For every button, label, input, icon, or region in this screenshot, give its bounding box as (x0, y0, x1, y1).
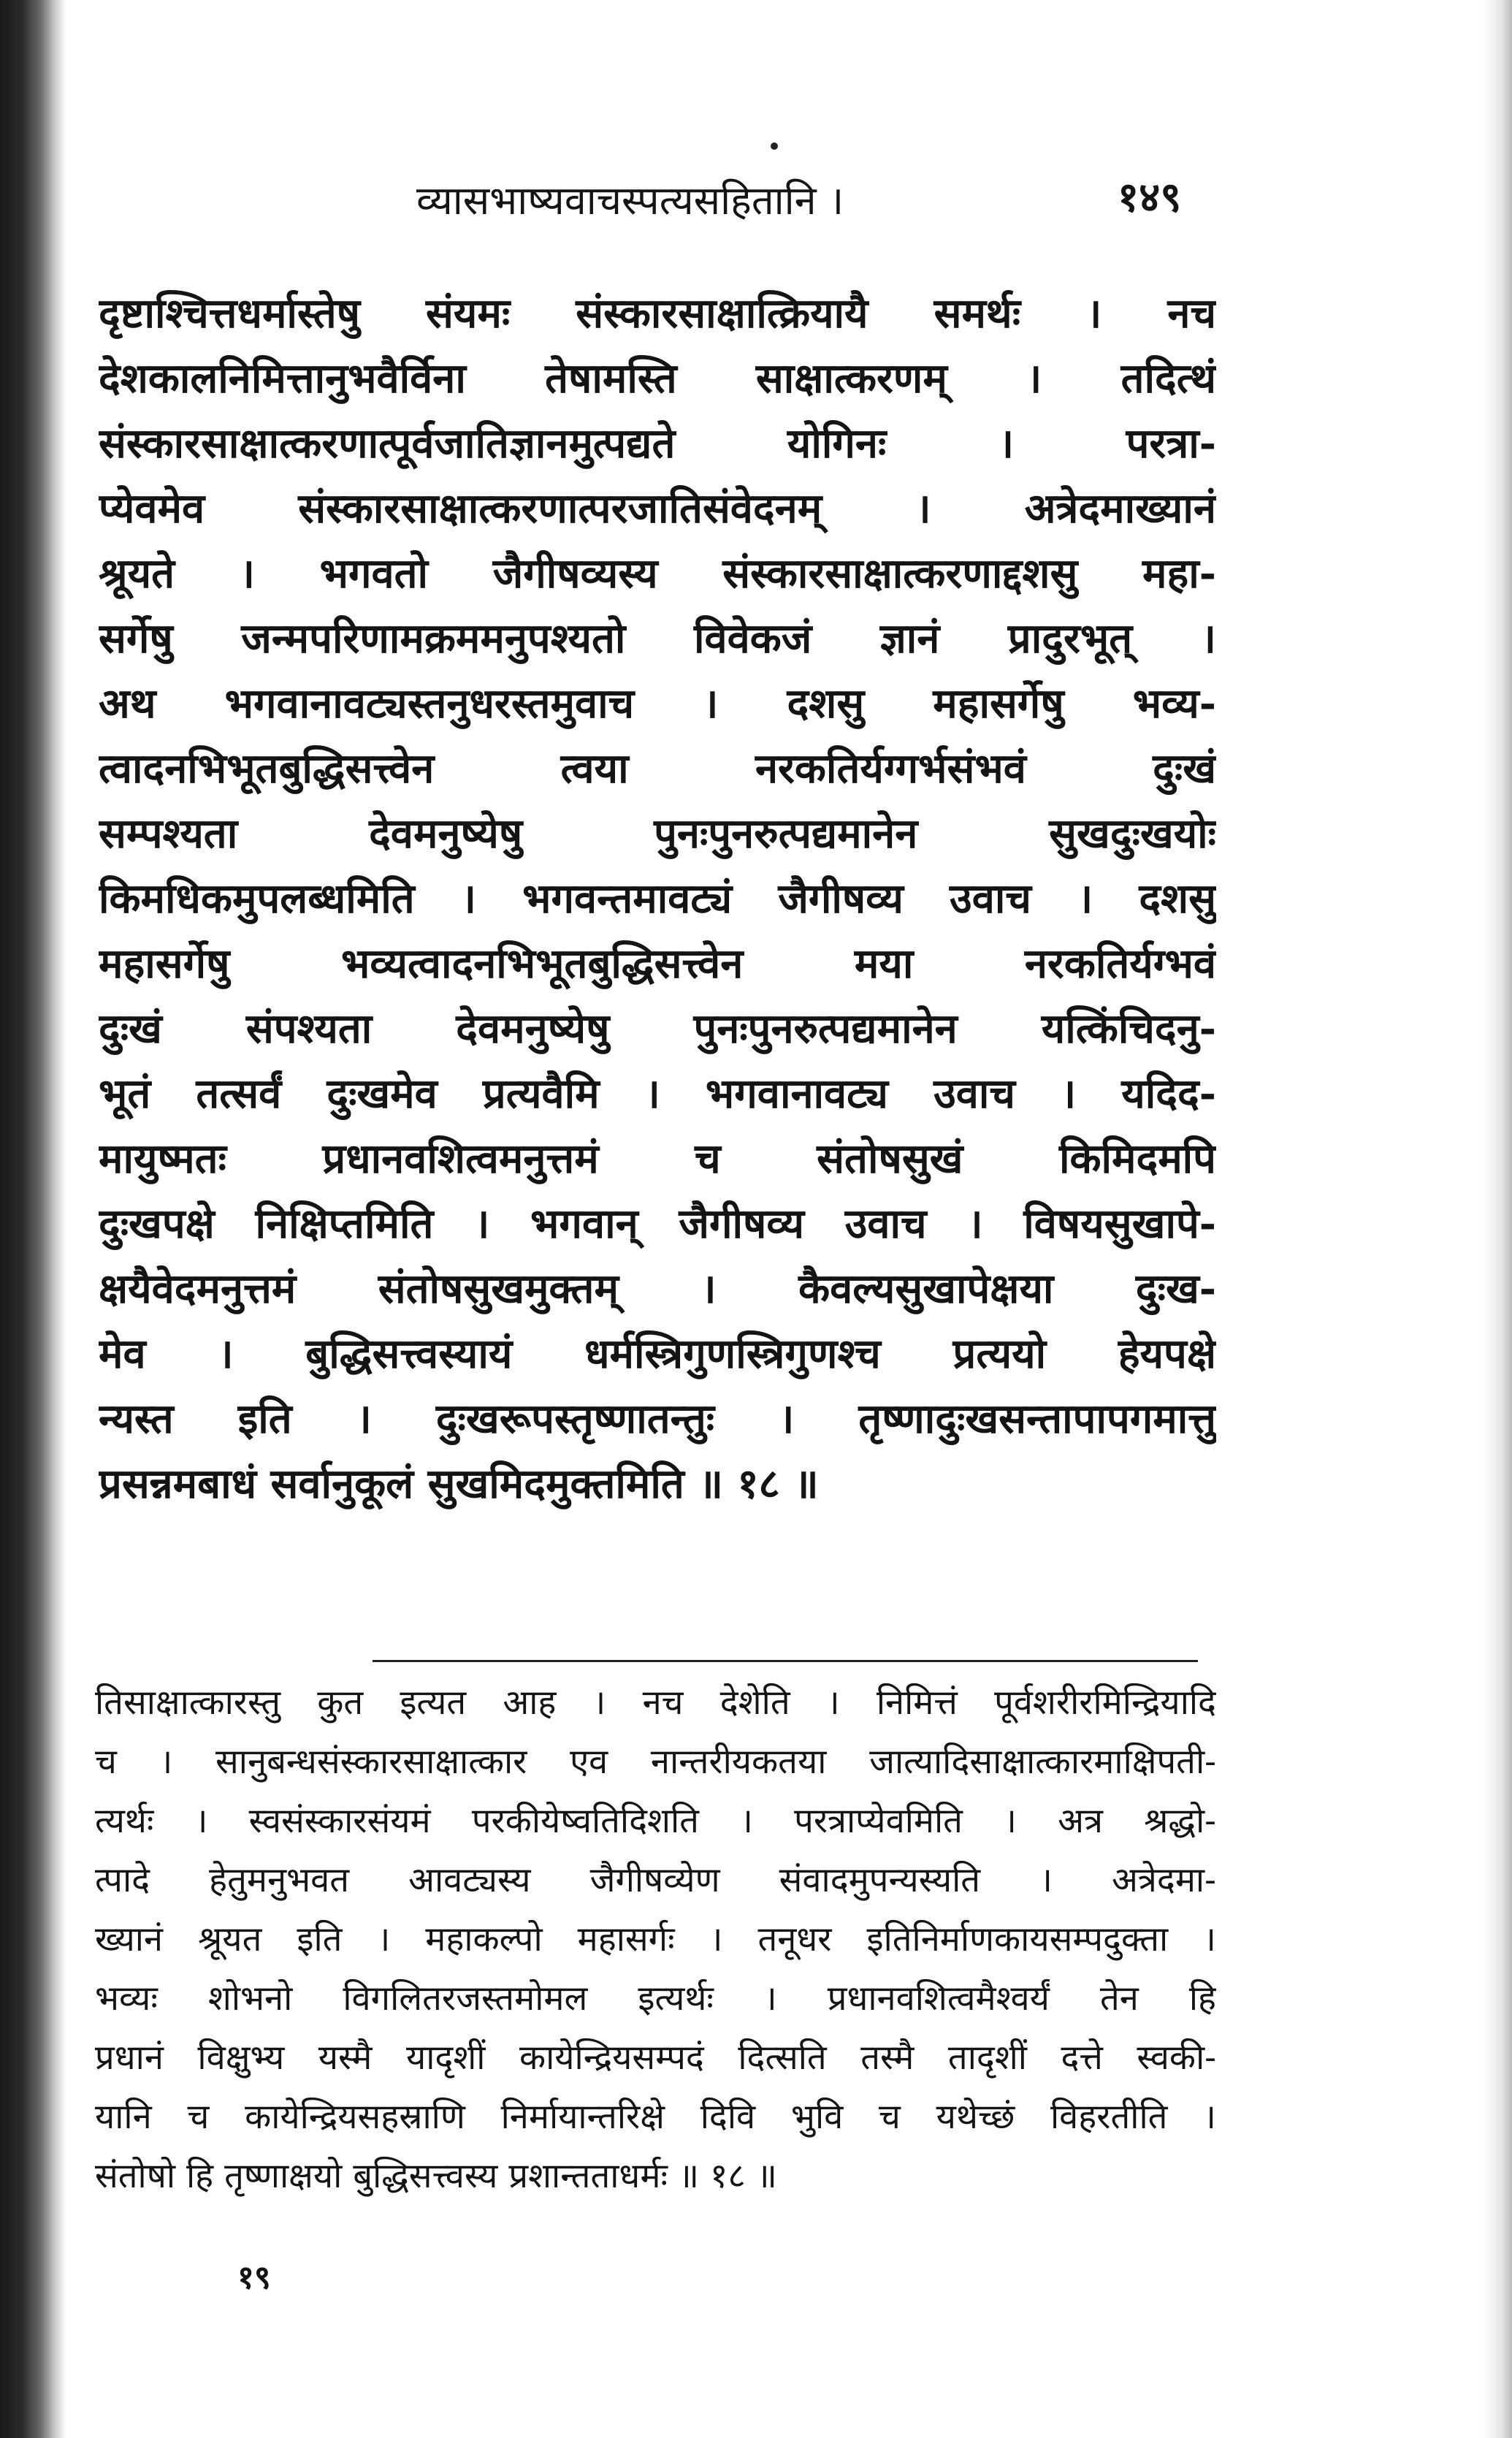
main-text-line: भूतं तत्सर्वं दुःखमेव प्रत्यवैमि । भगवानावट्य उवाच । यदिद- (99, 1070, 1216, 1118)
main-text-line: मायुष्मतः प्रधानवशित्वमनुत्तमं च संतोषसुखं किमिदमपि (99, 1135, 1216, 1183)
commentary-line: त्यर्थः । स्वसंस्कारसंयमं परकीयेष्वतिदिशति । परत्राप्येवमिति । अत्र श्रद्धो- (95, 1801, 1216, 1841)
commentary-line: तिसाक्षात्कारस्तु कुत इत्यत आह । नच देशेति । निमित्तं पूर्वशरीरमिन्द्रियादि (95, 1683, 1216, 1723)
main-text-line: श्रूयते । भगवतो जैगीषव्यस्य संस्कारसाक्षात्करणाद्दशसु महा- (99, 549, 1216, 598)
commentary-line: त्पादे हेतुमनुभवत आवट्यस्य जैगीषव्येण संवादमुपन्यस्यति । अत्रेदमा- (95, 1860, 1216, 1900)
main-text-line: क्षयैवेदमनुत्तमं संतोषसुखमुक्तम् । कैवल्यसुखापेक्षया दुःख- (99, 1265, 1216, 1313)
signature-mark: १९ (237, 2259, 271, 2296)
main-text-line: देशकालनिमित्तानुभवैर्विना तेषामस्ति साक्षात्करणम् । तदित्थं (99, 354, 1216, 403)
commentary-line: संतोषो हि तृष्णाक्षयो बुद्धिसत्त्वस्य प्रशान्तताधर्मः ॥ १८ ॥ (95, 2156, 777, 2196)
main-text-line: सर्गेषु जन्मपरिणामक्रममनुपश्यतो विवेकजं ज्ञानं प्रादुरभूत् । (99, 614, 1216, 663)
commentary-line: ख्यानं श्रूयत इति । महाकल्पो महासर्गः । तनूधर इतिनिर्माणकायसम्पदुक्ता । (95, 1919, 1216, 1959)
main-text-line: न्यस्त इति । दुःखरूपस्तृष्णातन्तुः । तृष्णादुःखसन्तापापगमात्तु (99, 1395, 1216, 1443)
commentary-line: यानि च कायेन्द्रियसहस्राणि निर्मायान्तरिक्षे दिवि भुवि च यथेच्छं विहरतीति । (95, 2097, 1216, 2137)
main-text-line: दुःखपक्षे निक्षिप्तमिति । भगवान् जैगीषव्य उवाच । विषयसुखापे- (99, 1200, 1216, 1248)
binding-edge-shadow (0, 0, 66, 2438)
main-text-line: त्वादनभिभूतबुद्धिसत्त्वेन त्वया नरकतिर्यग्गर्भसंभवं दुःखं (99, 744, 1216, 793)
main-text-line: सम्पश्यता देवमनुष्येषु पुनःपुनरुत्पद्यमानेन सुखदुःखयोः (99, 810, 1216, 858)
running-title: व्यासभाष्यवाचस्पत्यसहितानि । (416, 178, 844, 224)
main-text-line: महासर्गेषु भव्यत्वादनभिभूतबुद्धिसत्त्वेन मया नरकतिर्यग्भवं (99, 940, 1216, 988)
main-text-line: दृष्टाश्चित्तधर्मास्तेषु संयमः संस्कारसाक्षात्क्रियायै समर्थः । नच (99, 289, 1216, 338)
main-text-line: प्रसन्नमबाधं सर्वानुकूलं सुखमिदमुक्तमिति ॥ १८ ॥ (99, 1460, 819, 1508)
section-divider (373, 1660, 1198, 1662)
main-text-line: अथ भगवानावट्यस्तनुधरस्तमुवाच । दशसु महासर्गेषु भव्य- (99, 679, 1216, 728)
main-text-line: मेव । बुद्धिसत्त्वस्यायं धर्मस्त्रिगुणस्त्रिगुणश्च प्रत्ययो हेयपक्षे (99, 1330, 1216, 1378)
commentary-block (95, 1673, 1216, 2206)
commentary-line: च । सानुबन्धसंस्कारसाक्षात्कार एव नान्तरीयकतया जात्यादिसाक्षात्कारमाक्षिपती- (95, 1742, 1216, 1782)
main-text-line: किमधिकमुपलब्धमिति । भगवन्तमावट्यं जैगीषव्य उवाच । दशसु (99, 875, 1216, 923)
commentary-line: भव्यः शोभनो विगलितरजस्तमोमल इत्यर्थः । प्रधानवशित्वमैश्वर्यं तेन हि (95, 1978, 1216, 2019)
right-edge-shadow (1483, 0, 1512, 2438)
main-text-line: संस्कारसाक्षात्करणात्पूर्वजातिज्ञानमुत्पद्यते योगिनः । परत्रा- (99, 419, 1216, 468)
main-text-line: प्येवमेव संस्कारसाक्षात्करणात्परजातिसंवेदनम् । अत्रेदमाख्यानं (99, 484, 1216, 533)
main-text-block (99, 281, 1216, 1517)
commentary-line: प्रधानं विक्षुभ्य यस्मै यादृशीं कायेन्द्रियसम्पदं दित्सति तस्मै तादृशीं दत्ते स्वकी- (95, 2038, 1216, 2078)
ornament-dot (771, 142, 778, 150)
page-number: १४९ (1118, 173, 1182, 221)
main-text-line: दुःखं संपश्यता देवमनुष्येषु पुनःपुनरुत्पद्यमानेन यत्किंचिदनु- (99, 1005, 1216, 1053)
